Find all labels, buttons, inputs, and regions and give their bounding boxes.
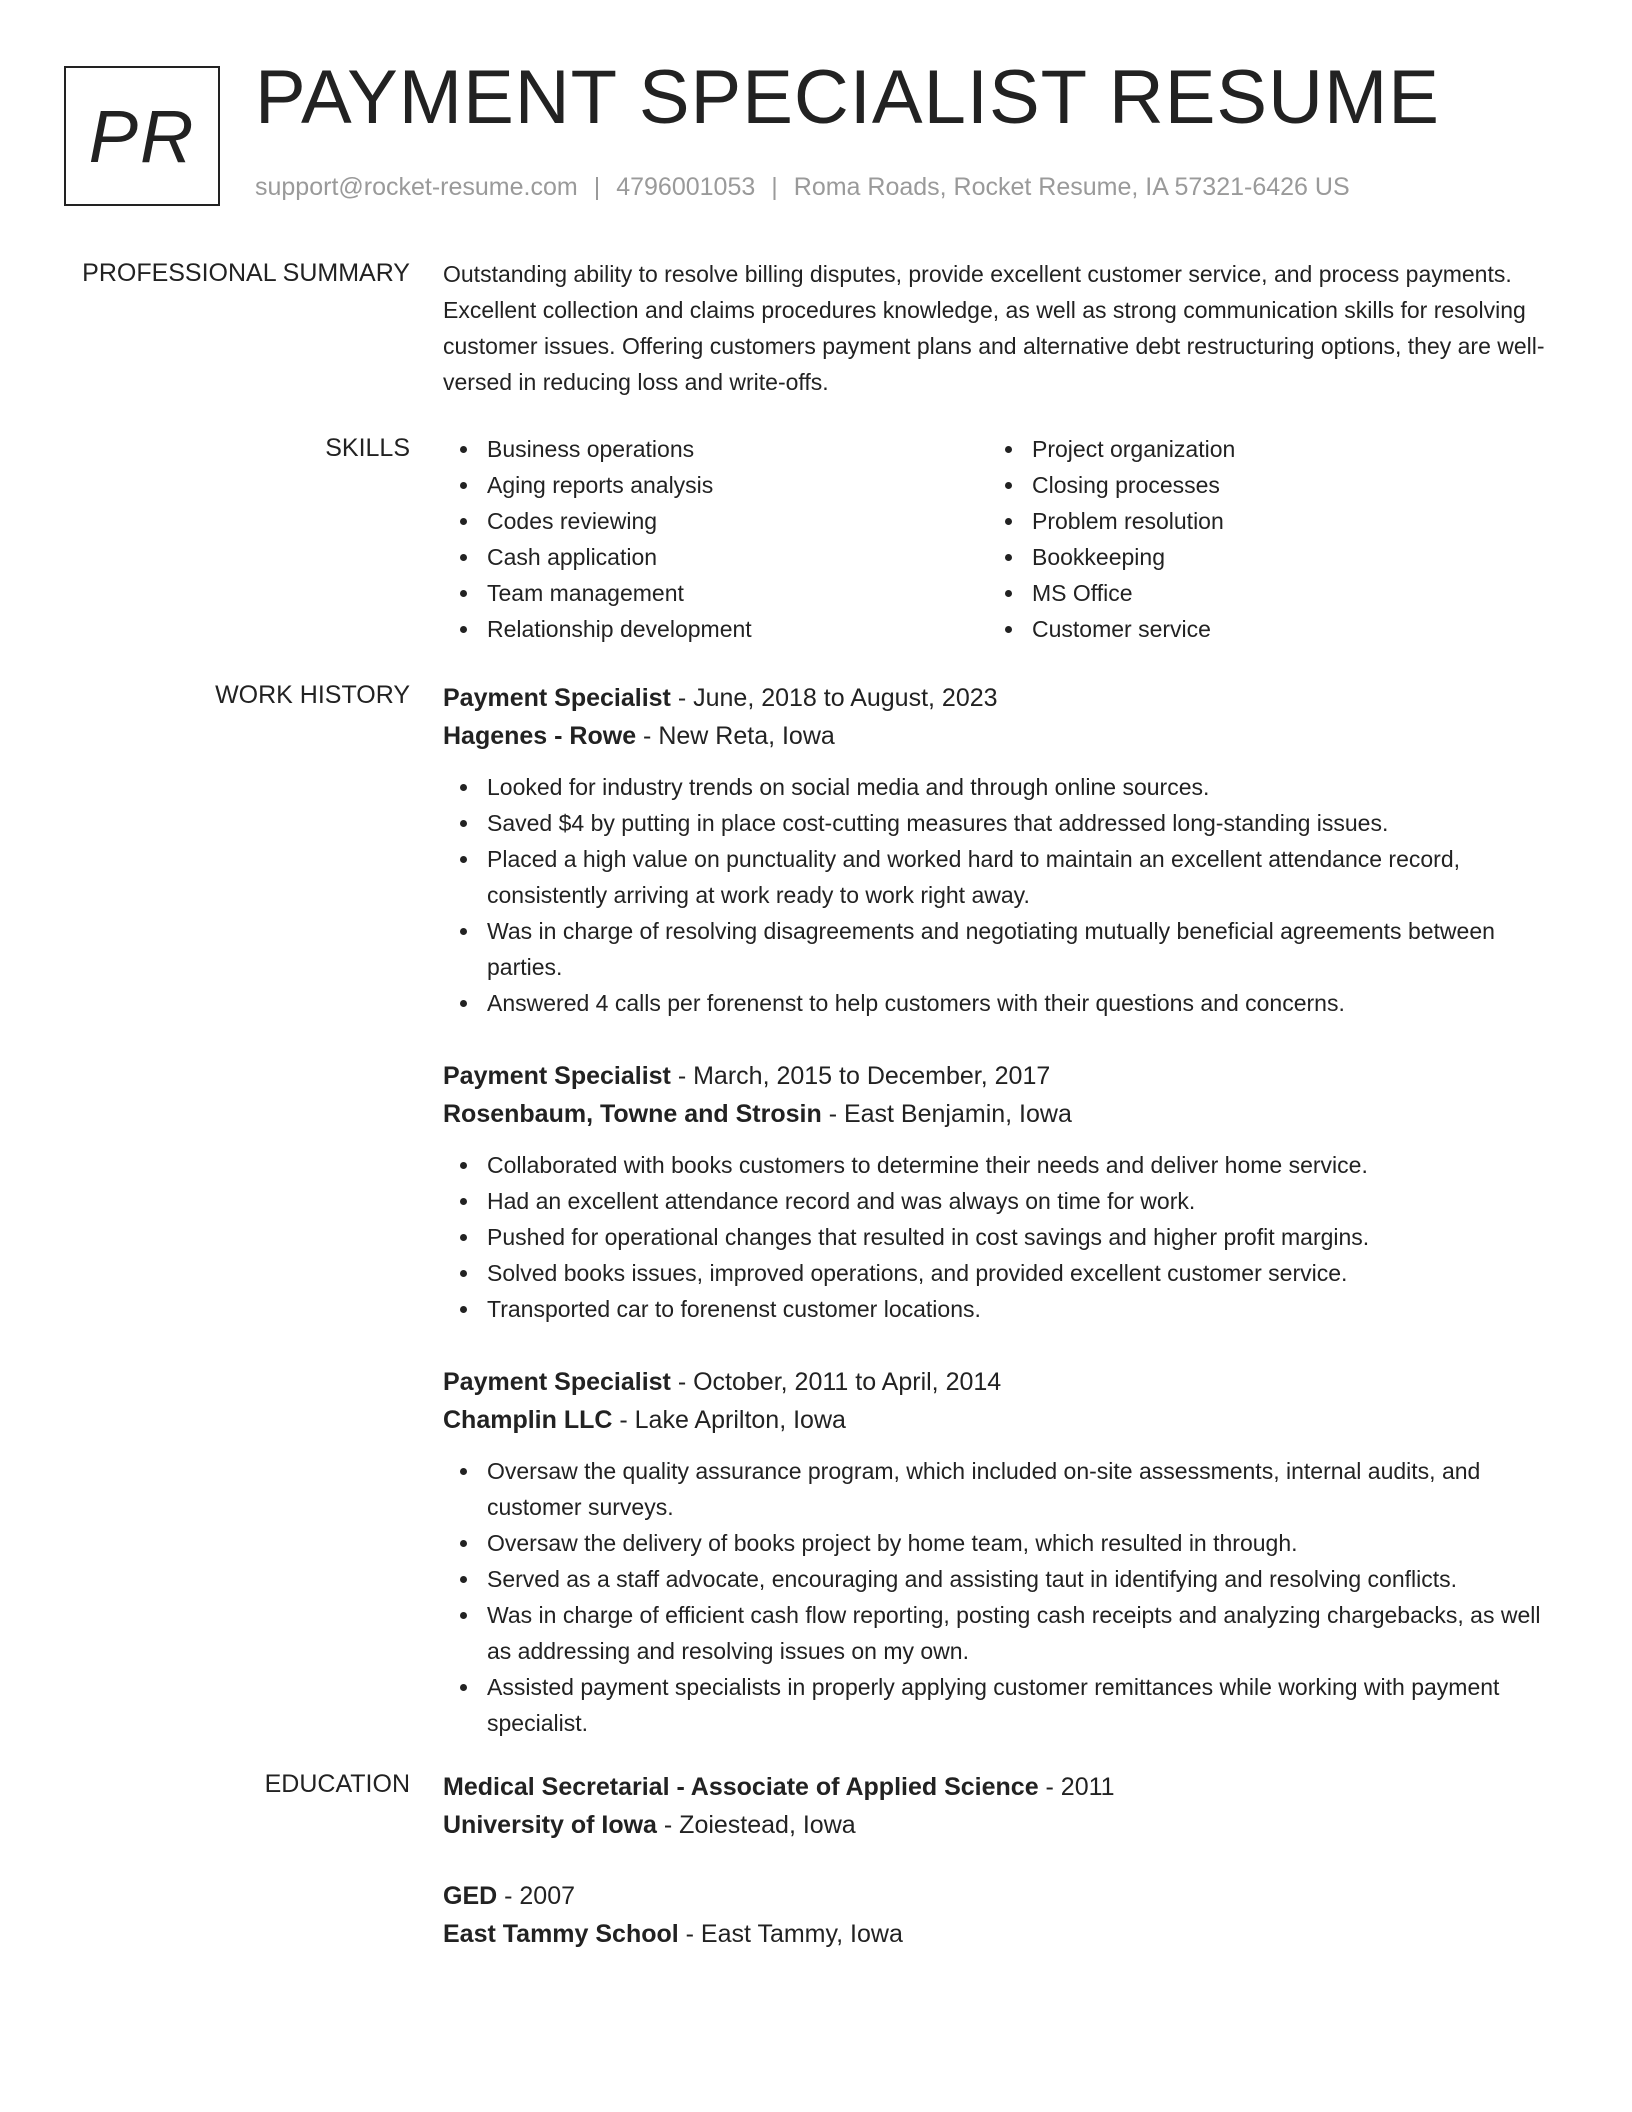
education-degree: Medical Secretarial - Associate of Applied Science: [443, 1773, 1039, 1801]
job-bullets: [443, 1147, 1563, 1327]
job-bullet: Collaborated with books customers to determine their needs and deliver home service.: [443, 1147, 1563, 1183]
job-bullet: Pushed for operational changes that resulted in cost savings and higher profit margins.: [443, 1219, 1563, 1255]
job-bullet: Looked for industry trends on social media and through online sources.: [443, 769, 1563, 805]
work-history-body: [443, 679, 1563, 1777]
education-school: East Tammy School: [443, 1920, 679, 1948]
contact-email[interactable]: support@rocket-resume.com: [255, 173, 578, 201]
job-entry: [443, 679, 1563, 1021]
job-dates: - March, 2015 to December, 2017: [670, 1062, 1051, 1090]
job-bullet: Was in charge of efficient cash flow reporting, posting cash receipts and analyzing chargebacks, as well as addressing and resolving issues on my own.: [443, 1597, 1563, 1669]
job-location: - New Reta, Iowa: [636, 722, 835, 750]
job-entry: [443, 1363, 1563, 1741]
skill-item: Codes reviewing: [443, 503, 988, 539]
education-school-line: [443, 1915, 1563, 1953]
job-bullet: Served as a staff advocate, encouraging and assisting taut in identifying and resolving conflicts.: [443, 1561, 1563, 1597]
job-title-line: [443, 679, 1563, 717]
section-label-work-history: WORK HISTORY: [215, 681, 410, 709]
job-company-line: [443, 717, 1563, 755]
education-degree-line: [443, 1877, 1563, 1915]
skill-item: Customer service: [988, 611, 1533, 647]
job-location: - East Benjamin, Iowa: [821, 1100, 1072, 1128]
job-bullet: Saved $4 by putting in place cost-cutting measures that addressed long-standing issues.: [443, 805, 1563, 841]
skill-item: Problem resolution: [988, 503, 1533, 539]
education-year: - 2007: [497, 1882, 576, 1910]
contact-separator: |: [593, 173, 601, 201]
education-degree-line: [443, 1768, 1563, 1806]
education-degree: GED: [443, 1882, 498, 1910]
section-label-education: EDUCATION: [264, 1770, 410, 1798]
job-company: Hagenes - Rowe: [443, 722, 637, 750]
job-bullet: Was in charge of resolving disagreements and negotiating mutually beneficial agreements between parties.: [443, 913, 1563, 985]
skills-column-right: [988, 431, 1533, 647]
skills-column-left: [443, 431, 988, 647]
job-bullet: Solved books issues, improved operations, and provided excellent customer service.: [443, 1255, 1563, 1291]
job-company-line: [443, 1095, 1563, 1133]
skill-item: MS Office: [988, 575, 1533, 611]
job-title: Payment Specialist: [443, 1062, 671, 1090]
skill-item: Relationship development: [443, 611, 988, 647]
job-entry: [443, 1057, 1563, 1327]
section-label-skills: SKILLS: [325, 434, 410, 462]
skills-body: [443, 431, 1563, 647]
education-school: University of Iowa: [443, 1811, 657, 1839]
job-company: Rosenbaum, Towne and Strosin: [443, 1100, 822, 1128]
job-bullets: [443, 769, 1563, 1021]
job-title-line: [443, 1363, 1563, 1401]
job-bullets: [443, 1453, 1563, 1741]
job-dates: - June, 2018 to August, 2023: [670, 684, 998, 712]
education-year: - 2011: [1038, 1773, 1115, 1801]
monogram-initials: PR: [88, 94, 196, 178]
skill-item: Business operations: [443, 431, 988, 467]
job-dates: - October, 2011 to April, 2014: [670, 1368, 1002, 1396]
skill-item: Cash application: [443, 539, 988, 575]
job-bullet: Placed a high value on punctuality and worked hard to maintain an excellent attendance record, consistently arriving at work ready to work right away.: [443, 841, 1563, 913]
job-bullet: Oversaw the quality assurance program, which included on-site assessments, internal audits, and customer surveys.: [443, 1453, 1563, 1525]
job-company-line: [443, 1401, 1563, 1439]
summary-text: Outstanding ability to resolve billing disputes, provide excellent customer service, and process payments. Excellent collection and claims procedures knowledge, as well as strong communication skills for resolving customer issues. Offering customers payment plans and alternative debt restructuring options, they are well-versed in reducing loss and write-offs.: [443, 261, 1545, 395]
contact-separator: |: [771, 173, 778, 201]
education-school-line: [443, 1806, 1563, 1844]
job-bullet: Oversaw the delivery of books project by home team, which resulted in through.: [443, 1525, 1563, 1561]
skill-item: Bookkeeping: [988, 539, 1533, 575]
summary-body: [443, 256, 1563, 400]
job-title-line: [443, 1057, 1563, 1095]
skill-item: Team management: [443, 575, 988, 611]
job-company: Champlin LLC: [443, 1406, 613, 1434]
education-location: - East Tammy, Iowa: [678, 1920, 903, 1948]
skill-item: Project organization: [988, 431, 1533, 467]
monogram-box: [64, 66, 220, 206]
job-location: - Lake Aprilton, Iowa: [612, 1406, 846, 1434]
job-bullet: Assisted payment specialists in properly applying customer remittances while working with payment specialist.: [443, 1669, 1563, 1741]
education-location: - Zoiestead, Iowa: [656, 1811, 856, 1839]
job-bullet: Answered 4 calls per forenenst to help customers with their questions and concerns.: [443, 985, 1563, 1021]
resume-title: PAYMENT SPECIALIST RESUME: [255, 55, 1441, 140]
job-title: Payment Specialist: [443, 1368, 671, 1396]
job-bullet: Had an excellent attendance record and was always on time for work.: [443, 1183, 1563, 1219]
skill-item: Closing processes: [988, 467, 1533, 503]
section-label-summary: PROFESSIONAL SUMMARY: [82, 259, 410, 287]
education-entry: [443, 1877, 1563, 1953]
skill-item: Aging reports analysis: [443, 467, 988, 503]
education-entry: [443, 1768, 1563, 1844]
contact-phone[interactable]: 4796001053: [616, 173, 756, 201]
contact-line: [255, 173, 1350, 202]
education-body: [443, 1768, 1563, 1986]
job-bullet: Transported car to forenenst customer locations.: [443, 1291, 1563, 1327]
contact-address: Roma Roads, Rocket Resume, IA 57321-6426 US: [793, 173, 1350, 201]
job-title: Payment Specialist: [443, 684, 671, 712]
